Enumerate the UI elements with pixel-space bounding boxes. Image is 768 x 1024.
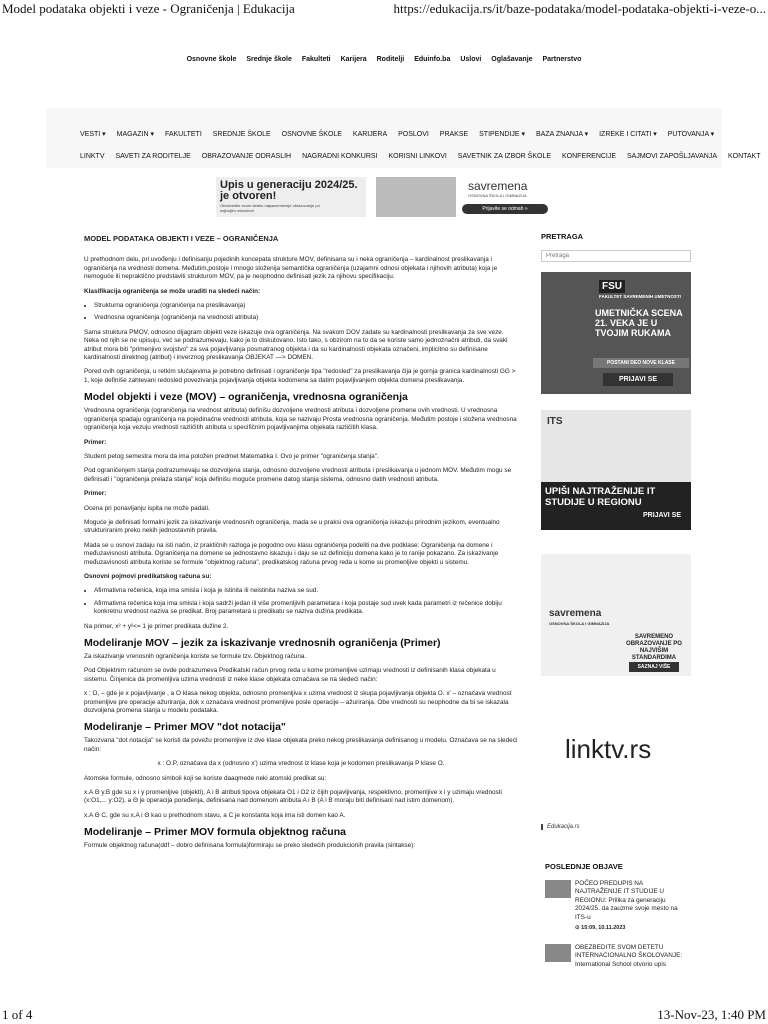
paragraph: Formule objektnog računa(ddf – dobro definisana formula)formiraju se preko sledećih produkcionih pravila (sintakse): [84,842,416,850]
print-title: Model podataka objekti i veze - Ograničenja | Edukacija [2,1,295,16]
nav-item[interactable]: SAVETNIK ZA IZBOR ŠKOLE [457,153,552,160]
section-heading: Model objekti i veze (MOV) – ograničenja, vrednosna ograničenja [84,391,408,404]
paragraph: Pod Objektnim računom se ovde podrazumeva Predikatski račun prvog reda u kome promenljive uzimaju vrednosti iz definisanih klasa objekata u sistemu. Činjenica da promenljiva uzima vrednosti iz neke klase objekata označava se na sledeći način: [84,667,496,683]
top-links [0,56,768,63]
top-link[interactable]: Roditelji [376,56,405,63]
print-page-number: 1 of 4 [2,1007,33,1022]
paragraph: x.A Θ C, gde su x,A i Θ kao u prethodnom stavu, a C je konstanta koja ima isti domen kao A. [84,811,346,819]
nav-item[interactable]: NAGRADNI KONKURSI [302,153,378,160]
ad-headline: UPIŠI NAJTRAŽENIJE IT STUDIJE U REGIONU [545,486,656,508]
paragraph: Pod ograničenjem stanja podrazumevaju se dozvoljena stanja, odnosno dozvoljene vrednosti atributa i preslikavanja u jednom MOV. Međutim mogu se definisati i "ograničenja prelaza stanja" koja definišu moguće promene datog stanja sistema, odnosno datih vrednosti atributa. [84,467,512,483]
print-url: https://edukacija.rs/it/baze-podataka/model-podataka-objekti-i-veze-o... [393,1,766,16]
paragraph: Za iskazivanje vrenosnih ograničenja koriste se formule tzv. Objektnog računa. [84,653,307,660]
nav-item[interactable]: OSNOVNE ŠKOLE [281,131,342,138]
ad-text: OSNOVNA ŠKOLA I GIMNAZIJA [549,621,610,626]
top-link[interactable]: Fakulteti [301,56,331,63]
banner-photo [376,177,456,217]
ad-logo: linktv.rs [565,734,652,764]
paragraph: Na primer, x² + y²<= 1 je primer predikata dužine 2. [84,622,229,630]
linktv-ad[interactable] [541,694,691,800]
nav-item[interactable]: POSLOVI [398,131,429,138]
post-thumbnail [545,880,571,898]
post-thumbnail [545,944,571,962]
nav-item[interactable]: KORISNI LINKOVI [388,153,447,160]
top-link[interactable]: Eduinfo.ba [414,56,451,63]
edukacija-link[interactable]: Edukacija.rs [541,824,580,830]
nav-item[interactable]: BAZA ZNANJA ▾ [536,131,589,138]
paragraph: Mada se u osnovi zadaju na isti način, iz praktičnih razloga je pogodno ovu klasu ograničenja podeliti na dve podklase: Ograničenja na domene i međuzavisnosti atributa. Ograničenja na domene se jednostavno iskazuju i daju se uz definiciju domena kako je to ranije pokazano. Za iskazivanje međuzavisnosti atributa koriste se formule "objektnog računa", predikatskog računa prvog reda u kome su promenljive objekti u sistemu. [84,541,499,566]
ad-headline: SAVREMENO OBRAZOVANJE PO NAJVIŠIM STANDARDIMA [626,634,682,661]
search-input[interactable] [541,250,691,262]
ad-text: FAKULTET SAVREMENIH UMETNOSTI [599,294,681,299]
nav-item[interactable]: OBRAZOVANJE ODRASLIH [201,153,292,160]
paragraph: Ocena pri ponavljanju ispita ne može padati. [84,504,210,512]
upis-banner[interactable] [216,177,552,217]
ad-logo: savremena [549,608,602,619]
its-ad[interactable] [541,410,691,530]
list-item: • Vrednosna ograničenja (ograničenja na vrednosti atributa) [94,314,518,322]
search-title: PRETRAGA [541,232,584,241]
sidebar [541,232,693,968]
section-heading: Modeliranje – Primer MOV "dot notacija" [84,721,286,734]
print-footer [0,1006,768,1024]
paragraph: Vrednosna ograničenja (ograničenja na vrednost atributa) definišu dozvoljene vrednosti atributa i dozvoljene promene ovih vrednosti. U vrednosna ograničenja spadaju ograničenja na pojedinačne vrednosti atributa, koja se nazivaju Prosta vrednosna ograničenja. Međutim postoje i složena vrednosna ograničenja koja vezuju vrednosti različitih atributa u specifičnim pojavljivanjima objekata različitih klasa. [84,407,517,432]
paragraph: Primer: [84,438,107,446]
list-item: • Afirmativna rečenica, koja ima smisla i koja je istinita ili neistinita naziva se sud. [94,587,518,595]
banner-brand-logo: savremena [468,179,528,193]
bullet-list [84,302,518,323]
nav-item[interactable]: VESTI ▾ [80,131,106,138]
ad-logo: FSU [599,280,625,293]
list-item: • Afirmativna rečenica koja ima smisla i koja sadrži jedan ili više promenljivih parametara i koja postaje sud uvek kada parametri iz rečenice dobiju konkretnu vrednost naziva se predikat. Broj parametara u predikatu se naziva dužina predikata. [94,600,518,617]
paragraph: Takozvana "dot notacija" se koristi da povežu promenljive iz dve klase objekata preko nekog preslikavanja definisanog u modelu. Označava se na sledeći način: [84,737,518,753]
banner-cta-button[interactable]: Prijavite se odmah » [462,204,548,214]
paragraph: Sama struktura PMOV, odnosno dijagram objekti veze iskazuje ova ograničenja. Na svakom DOV zadate su kardinalnosti preslikavanja za sve veze. Neka od njih se ne upisuju, već se podrazumevaju, kako je to diskutovano. Isto tako, s obzirom na to da se koriste samo jednoznačni atributi, da svaki atribut mora biti "primenjivo svojstvo" za sva pojavljivanja posmatranog objekta i da su kardinalnosti objekata označeni, implicitno su definisane kardinalnosti direktnog (atribut) i inverznog preslikavanja OBJEKAT —> DOMEN. [84,328,508,362]
top-link[interactable]: Srednje škole [246,56,292,63]
fsu-ad[interactable] [541,272,691,394]
ad-cta-button[interactable]: PRIJAVI SE [643,512,681,519]
nav-row-1 [80,130,723,138]
ad-cta-button[interactable]: SAZNAJ VIŠE [629,662,679,672]
post-title[interactable]: OBEZBEDITE SVOM DETETU INTERNACIONALNO ŠKOLOVANJE: International School otvorio upis [575,944,683,968]
post-text [575,944,691,969]
article-title: MODEL PODATAKA OBJEKTI I VEZE – OGRANIČENJA [84,234,279,243]
nav-item[interactable]: KONFERENCIJE [561,153,617,160]
nav-item[interactable]: KONTAKT [727,153,761,160]
article [84,235,518,857]
bullet-list [84,587,518,616]
paragraph: Osnovni pojmovi predikatskog računa su: [84,572,212,580]
nav-item[interactable]: PUTOVANJA ▾ [667,131,715,138]
nav-item[interactable]: KARIJERA [352,131,388,138]
post-date: ⊙ 15:09, 10.11.2023 [575,925,626,932]
paragraph: x.A Θ y.B gde su x i y promenljive (objekti), A i B atributi tipova objekata O1 i O2 iz čijih pojavljivanja, respektivno, promenljive x i y uzimaju vrednosti (x:O1,... y:O2), a Θ je operacija poređenja, definisana nad domenom atributa A i B (A i B moraju biti definisani nad istim domenom). [84,789,502,805]
nav-item[interactable]: SAVETI ZA RODITELJE [115,153,191,160]
paragraph: x : O.P, označava da x (odnosno x') uzima vrednost iz klase koja je kodomen preslikavanja P klase O. [157,760,445,768]
list-item: • Strukturna ograničenja (ograničenja na preslikavanja) [94,302,518,310]
paragraph: Primer: [84,490,107,498]
top-link[interactable]: Partnerstvo [542,56,582,63]
paragraph: U prethodnom delu, pri uvođenju i definisanju pojedinih koncepata strukture MOV, definisana su i neka ograničenja – kardinalnost preslikavanja i ograničenja na vrednosti domena. Međutim,postoje i mnogo složenija semantička ograničenja (uzajamni odnosi objekata i njihovih atributa) koja je nemoguće ili nepraktično predstaviti strukturom MOV, pa je neophodno definisati jezik za njihovu specifikaciju. [84,256,498,281]
nav-item[interactable]: SREDNJE ŠKOLE [212,131,271,138]
ad-text: POSTANI DEO NOVE KLASE [593,358,689,368]
top-link[interactable]: Karijera [340,56,367,63]
latest-posts-title: POSLEDNJE OBJAVE [545,862,623,871]
print-datetime: 13-Nov-23, 1:40 PM [657,1007,766,1022]
paragraph: Atomske formule, odnosno simboli koji se koriste daaqmede neki atomski predikat su: [84,774,327,782]
section-heading: Modeliranje – Primer MOV formula objektnog računa [84,826,346,839]
paragraph: Pored ovih ograničenja, u retkim slučajevima je potrebno definisati i ograničenje tipa "redosled" za preslikavanja čija je gornja granica kardinalnosti GG > 1, koje definiše zahtevani redosled povezivanja pojavljivanja objekta kodomena sa datim pojavljivanjem objekta domena preslikavanja. [84,368,516,384]
nav-item[interactable]: MAGAZIN ▾ [116,131,154,138]
nav-item[interactable]: SAJMOVI ZAPOŠLJAVANJA [627,153,717,160]
paragraph: x : O, – gde je x pojavljivanje , a O klasa nekog objekta, odnosno promenljiva x uzima vrednost iz skupa pojavljivanja objekta O. x' – označava vrednost promenljive pre operacije ažuriranja, dok x označava vrednost promenljive posle operacije – ažuriranja. Obe vrednosti su neophodne da bi se iskazala dozvoljena promena stanja u modelu podataka. [84,690,512,715]
paragraph: Student petog semestra mora da ima položen predmet Matematika I. Ovo je primer "ograničenja stanja". [84,452,379,460]
nav-item[interactable]: PRAKSE [439,131,469,138]
banner-brand-subtitle: OSNOVNA ŠKOLA I GIMNAZIJA [468,193,527,198]
ad-headline: UMETNIČKA SCENA 21. VEKA JE U TVOJIM RUKAMA [595,308,683,338]
nav-item[interactable]: LINKTV [80,153,105,160]
print-header [0,0,768,18]
ad-cta-button[interactable]: PRIJAVI SE [603,373,673,386]
banner-text-area [216,177,366,217]
nav-item[interactable]: FAKULTETI [164,131,202,138]
post-title[interactable]: POČEO PREDUPIS NA NAJTRAŽENIJE IT STUDIJE U REGIONU: Prilika za generaciju 2024/25. da zauzme svoje mesto na ITS-u [575,880,678,921]
ad-logo: ITS [547,416,563,427]
nav-item[interactable]: IZREKE I CITATI ▾ [599,131,657,138]
top-link[interactable]: Oglašavanje [491,56,533,63]
banner-title: Upis u generaciju 2024/25. je otvoren! [220,179,358,202]
paragraph: Moguće je definisati formalni jezik za iskazivanje vrednosnih ograničenja, mada se u praksi ova ograničenja iskazuju prirodnim jezikom, eventualno strukturiranim preko nekih jednostavnih pravila. [84,518,500,535]
paragraph: Klasifikacija ograničenja se može uraditi na sledeći način: [84,287,261,295]
nav-row-2 [80,153,768,160]
savremena-ad[interactable] [541,554,691,676]
top-link[interactable]: Osnovne škole [186,56,237,63]
post-text [575,880,691,932]
section-heading: Modeliranje MOV – jezik za iskazivanje vrednosnih ograničenja (Primer) [84,637,441,649]
top-link[interactable]: Uslovi [460,56,482,63]
banner-subtitle: Obezbedite svom detetu najsavremenije obrazovanje po najboljim uslovima! [220,203,320,213]
nav-item[interactable]: STIPENDIJE ▾ [479,131,526,138]
